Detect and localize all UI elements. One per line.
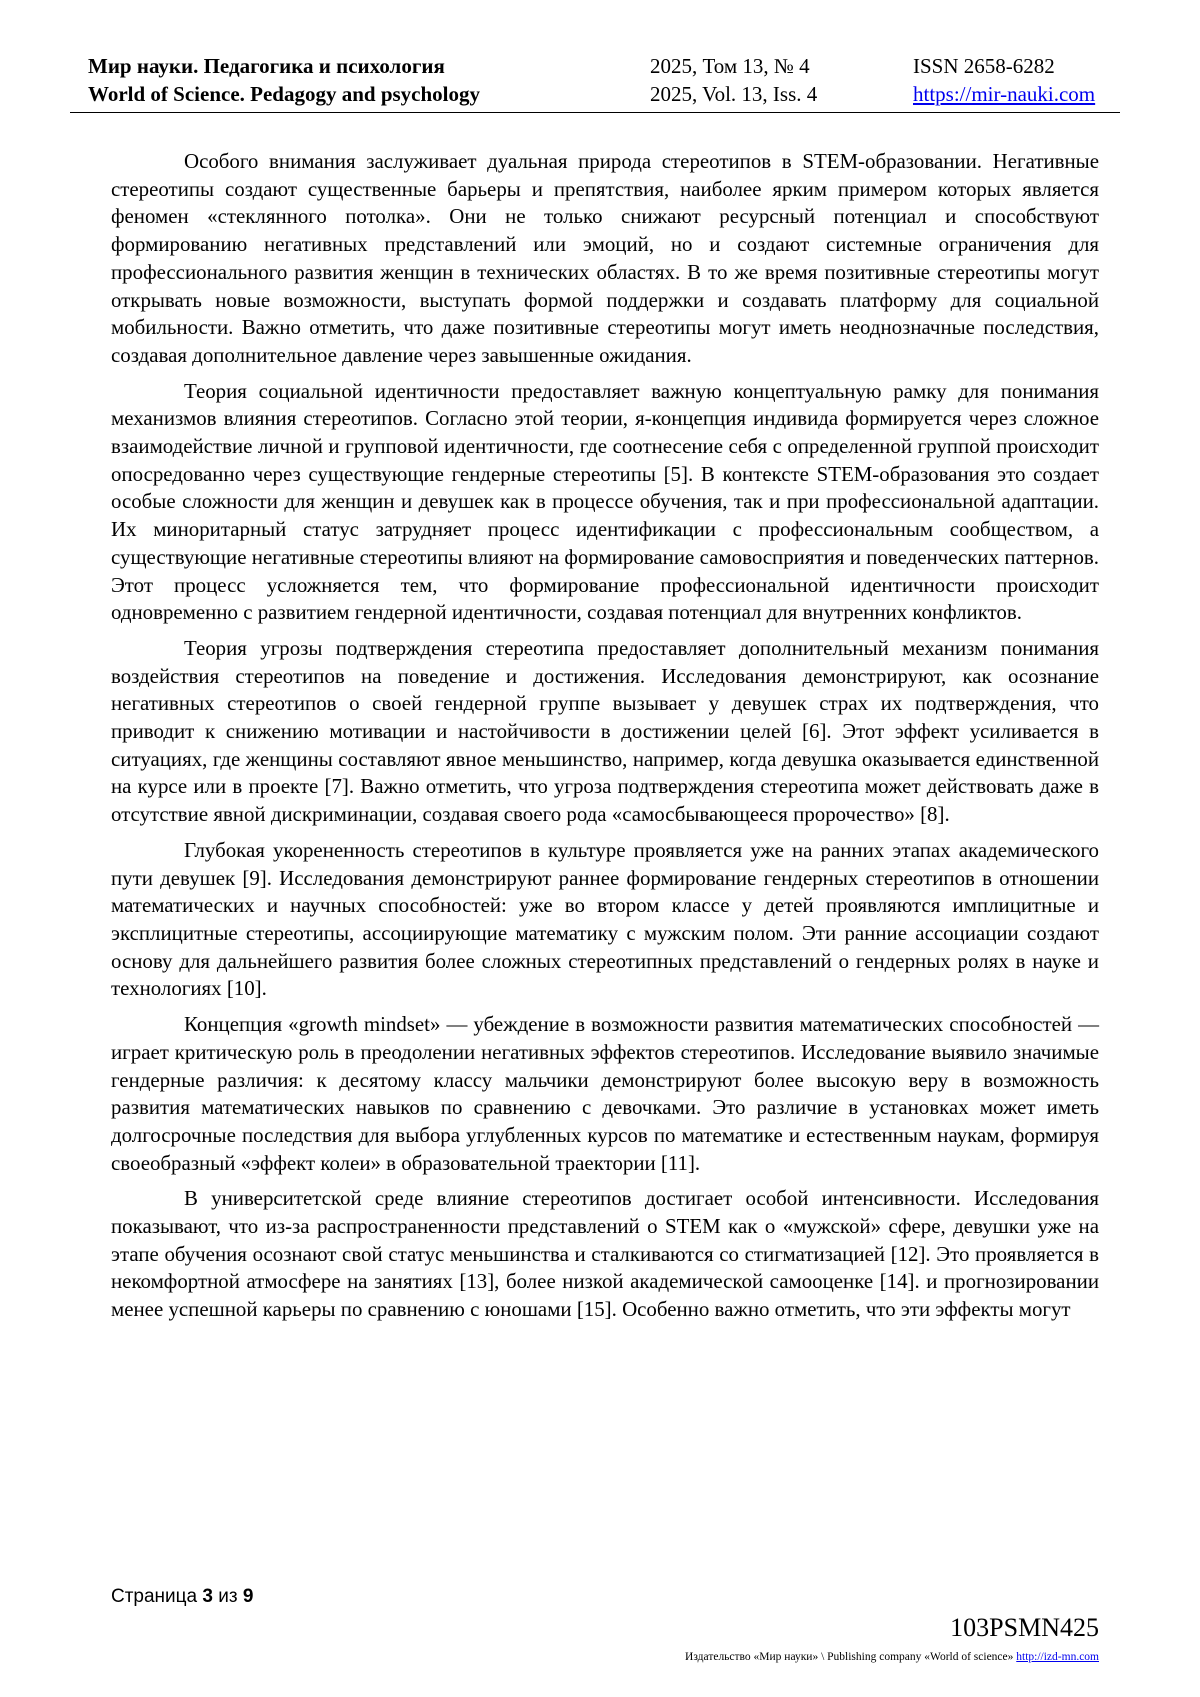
issue-en: 2025, Vol. 13, Iss. 4 — [650, 82, 818, 106]
journal-title-en: World of Science. Pedagogy and psychology — [88, 82, 481, 106]
journal-title-ru: Мир науки. Педагогика и психология — [88, 54, 445, 78]
page-of: из — [218, 1586, 238, 1607]
publisher-line — [685, 1650, 1099, 1664]
issn-block — [913, 52, 1095, 108]
issue-block — [650, 52, 817, 108]
publisher-text: Издательство «Мир науки» \ Publishing company «World of science» — [685, 1651, 1014, 1663]
paragraph: В университетской среде влияние стереотипов достигает особой интенсивности. Исследования показывают, что из-за распространенности представлений о STEM как о «мужской» сфере, девушки уже на этапе обучения осознают свой статус меньшинства и сталкиваются со стигматизацией [12]. Это проявляется в некомфортной атмосфере на занятиях [13], более низкой академической самооценке [14]. и прогнозировании менее успешной карьеры по сравнению с юношами [15]. Особенно важно отметить, что эти эффекты могут — [111, 1186, 1099, 1322]
publisher-link[interactable]: http://izd-mn.com — [1016, 1651, 1099, 1663]
issn: ISSN 2658-6282 — [913, 54, 1055, 78]
paragraph: Глубокая укорененность стереотипов в культуре проявляется уже на ранних этапах академического пути девушек [9]. Исследования демонстрируют раннее формирование гендерных стереотипов в отношении математических и научных способностей: уже во втором классе у детей проявляются имплицитные и эксплицитные стереотипы, ассоциирующие математику с мужским полом. Эти ранние ассоциации создают основу для дальнейшего развития более сложных стереотипных представлений о гендерных ролях в науке и технологиях [10]. — [111, 837, 1099, 1001]
paragraph: Теория угрозы подтверждения стереотипа предоставляет дополнительный механизм понимания воздействия стереотипов на поведение и достижения. Исследования демонстрируют, как осознание негативных стереотипов о своей гендерной группе вызывает у девушек страх их подтверждения, что приводит к снижению мотивации и настойчивости в достижении целей [6]. Этот эффект усиливается в ситуациях, где женщины составляют явное меньшинство, например, когда девушка оказывается единственной на курсе или в проекте [7]. Важно отметить, что угроза подтверждения стереотипа может действовать даже в отсутствие явной дискриминации, создавая своего рода «самосбывающееся пророчество» [8]. — [111, 635, 1099, 827]
journal-title-block — [88, 52, 480, 108]
website-link[interactable]: https://mir-nauki.com — [913, 82, 1096, 106]
page-current: 3 — [202, 1586, 213, 1607]
paragraph: Особого внимания заслуживает дуальная природа стереотипов в STEM-образовании. Негативные стереотипы создают существенные барьеры и препятствия, наиболее ярким примером которых является феномен «стеклянного потолка». Они не только снижают ресурсный потенциал и способствуют формированию негативных представлений или эмоций, но и создают системные ограничения для профессионального развития женщин в технических областях. В то же время позитивные стереотипы могут открывать новые возможности, выступать формой поддержки и создавать платформу для социальной мобильности. Важно отметить, что даже позитивные стереотипы могут иметь неоднозначные последствия, создавая дополнительное давление через завышенные ожидания. — [111, 149, 1099, 367]
page-word: Страница — [111, 1586, 198, 1607]
paragraph: Теория социальной идентичности предоставляет важную концептуальную рамку для понимания механизмов влияния стереотипов. Согласно этой теории, я-концепция индивида формируется через сложное взаимодействие личной и групповой идентичности, где соотнесение себя с определенной группой происходит опосредованно через существующие гендерные стереотипы [5]. В контексте STEM-образования это создает особые сложности для женщин и девушек как в процессе обучения, так и при профессиональной адаптации. Их миноритарный статус затрудняет процесс идентификации с профессиональным сообществом, а существующие негативные стереотипы влияют на формирование самовосприятия и поведенческих паттернов. Этот процесс усложняется тем, что формирование профессиональной идентичности происходит одновременно с развитием гендерной идентичности, создавая потенциал для внутренних конфликтов. — [111, 378, 1099, 625]
paragraph: Концепция «growth mindset» — убеждение в возможности развития математических способностей — играет критическую роль в преодолении негативных эффектов стереотипов. Исследование выявило значимые гендерные различия: к десятому классу мальчики демонстрируют более высокую веру в возможность развития математических навыков по сравнению с девочками. Это различие в установках может иметь долгосрочные последствия для выбора углубленных курсов по математике и естественным наукам, формируя своеобразный «эффект колеи» в образовательной траектории [11]. — [111, 1012, 1099, 1175]
article-code: 103PSMN425 — [950, 1613, 1099, 1642]
issue-ru: 2025, Том 13, № 4 — [650, 54, 810, 78]
journal-header — [70, 52, 1120, 113]
page-total: 9 — [242, 1586, 254, 1607]
article-body — [111, 148, 1099, 1332]
page-number — [111, 1585, 253, 1609]
